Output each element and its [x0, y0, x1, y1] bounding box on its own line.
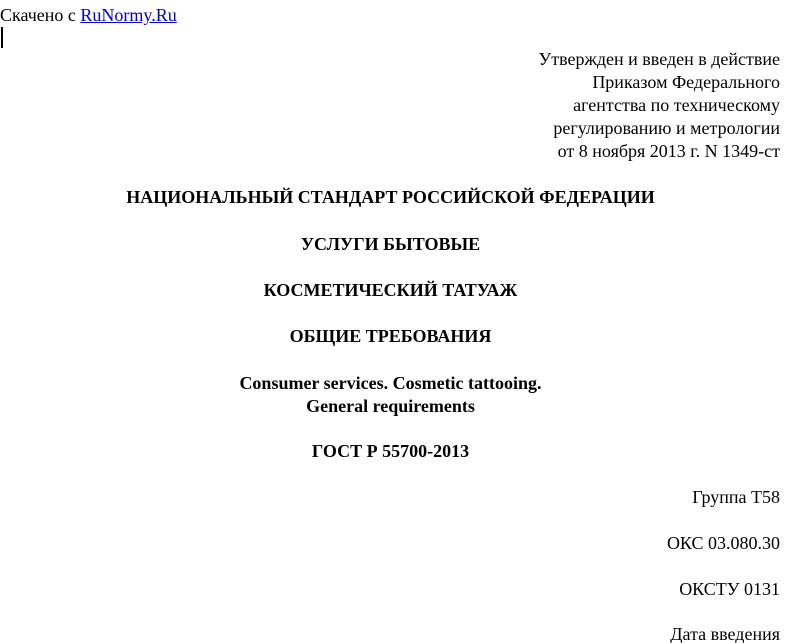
oks-code: ОКС 03.080.30 [666, 533, 780, 553]
approval-line: от 8 ноября 2013 г. N 1349-ст [557, 141, 780, 161]
approval-block [538, 48, 780, 163]
gost-number: ГОСТ Р 55700-2013 [311, 441, 470, 461]
text-cursor [1, 27, 3, 48]
source-prefix: Скачено с [0, 5, 76, 25]
english-title-line-1: Consumer services. Cosmetic tattooing. [239, 373, 542, 393]
approval-line: Утвержден и введен в действие [538, 49, 780, 69]
approval-line: Приказом Федерального [592, 72, 780, 92]
intro-date-label: Дата введения [670, 624, 780, 643]
group-code: Группа Т58 [692, 487, 780, 507]
standard-title-tattoo: КОСМЕТИЧЕСКИЙ ТАТУАЖ [263, 280, 518, 300]
approval-line: агентства по техническому [573, 95, 780, 115]
standard-title-services: УСЛУГИ БЫТОВЫЕ [300, 234, 481, 254]
national-standard-title: НАЦИОНАЛЬНЫЙ СТАНДАРТ РОССИЙСКОЙ ФЕДЕРАЦИИ [126, 187, 655, 207]
source-line [0, 4, 177, 26]
source-link[interactable]: RuNormy.Ru [80, 5, 177, 25]
okstu-code: ОКСТУ 0131 [679, 579, 780, 599]
approval-line: регулированию и метрологии [553, 118, 780, 138]
english-title-line-2: General requirements [306, 396, 475, 416]
standard-title-requirements: ОБЩИЕ ТРЕБОВАНИЯ [289, 326, 492, 346]
